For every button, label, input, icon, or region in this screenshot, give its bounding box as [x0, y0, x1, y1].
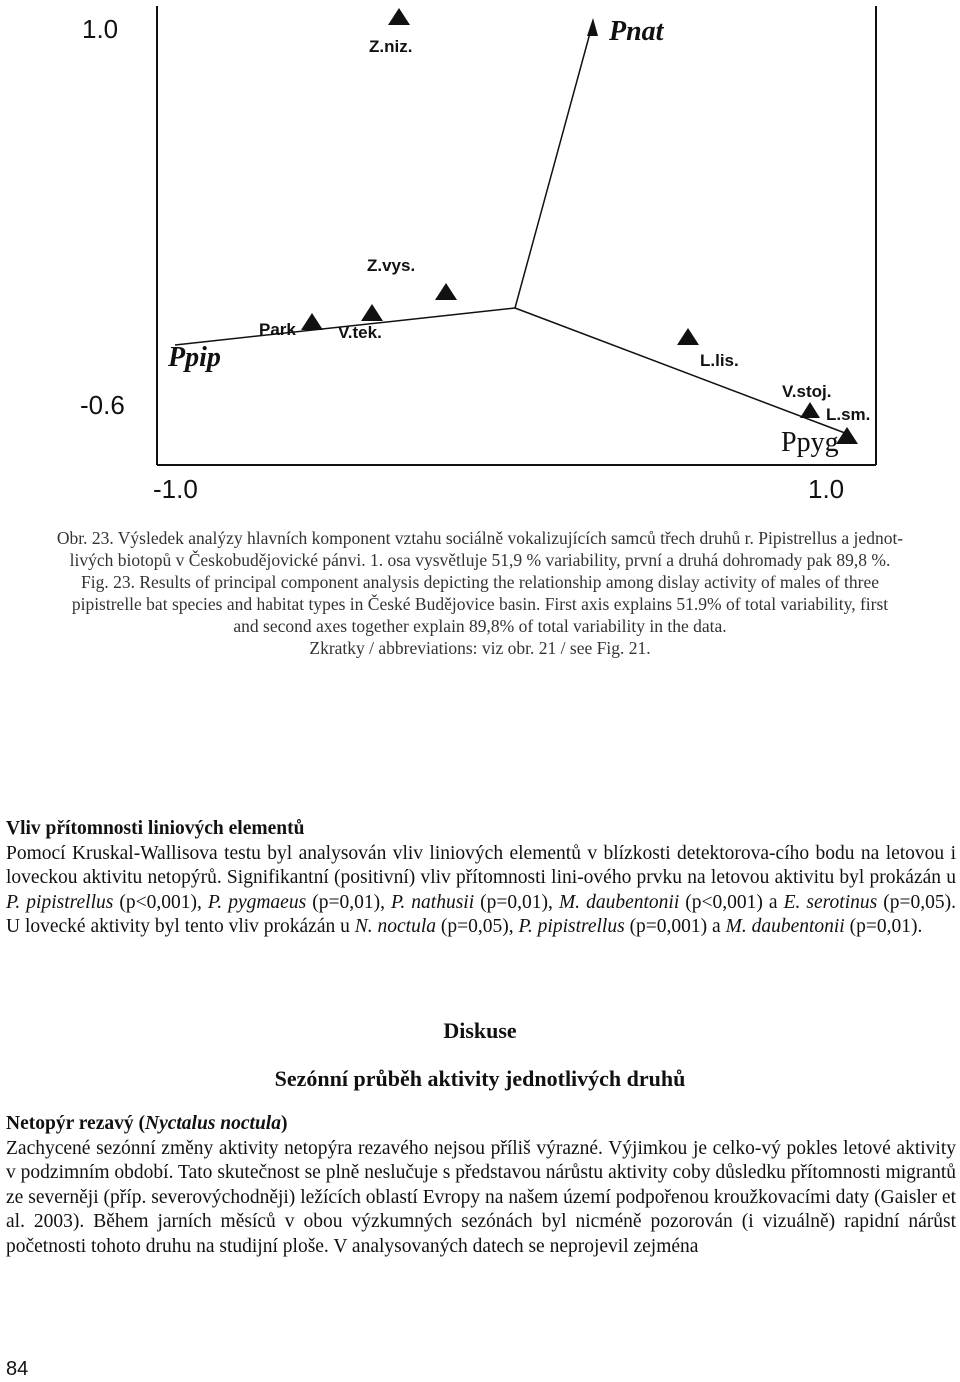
- heading-text: ): [280, 1113, 288, 1134]
- species-name: E. serotinus: [783, 891, 878, 913]
- species-label-pnat: Pnat: [609, 16, 664, 47]
- text-run: Pomocí Kruskal-Wallisova testu byl analysován vliv liniových elementů v blízkosti detektorova-cího bodu na letovou i loveckou aktivitu netopýrů. Signifikantní (positivní) vliv přítomnosti lini-ového prvku na letovou aktivitu byl prokázán u: [6, 842, 956, 888]
- site-marker-park: [301, 313, 323, 330]
- species-label-ppip: Ppip: [168, 342, 221, 373]
- ppyg-vector: [515, 308, 845, 433]
- x-axis-left-label: -1.0: [153, 474, 198, 504]
- site-label-z-niz: Z.niz.: [369, 37, 413, 56]
- text-run: (p<0,001) a: [679, 891, 784, 913]
- text-run: (p=0,05),: [436, 916, 519, 937]
- sezonni-heading: Sezónní průběh aktivity jednotlivých druhů: [274, 1066, 686, 1091]
- site-label-v-tek: V.tek.: [338, 323, 382, 342]
- site-label-park: Park: [259, 320, 296, 339]
- section-heading: Vliv přítomnosti liniových elementů: [6, 818, 305, 839]
- heading-text: Netopýr rezavý (: [6, 1113, 145, 1134]
- species-name: Nyctalus noctula: [145, 1113, 281, 1134]
- site-marker-l-sm: [836, 427, 858, 444]
- caption-cz-line-2: livých biotopů v Českobudějovické pánvi. 1. osa vysvětluje 51,9 % variability, první a druhá dohromady pak 89,8 %.: [69, 550, 891, 570]
- pca-biplot: [0, 0, 960, 510]
- section-linear-elements: [6, 817, 956, 940]
- y-axis-top-label: 1.0: [82, 14, 119, 44]
- species-name: P. nathusii: [390, 891, 475, 913]
- site-label-l-lis: L.lis.: [700, 351, 739, 370]
- site-marker-z-niz: [388, 8, 410, 25]
- pnat-vector: [515, 22, 593, 308]
- species-name: M. daubentonii: [558, 891, 680, 913]
- site-marker-v-stoj: [800, 402, 820, 418]
- x-axis-right-label: 1.0: [808, 474, 845, 504]
- text-run: (p=0,01),: [306, 891, 391, 913]
- text-run: (p=0,001) a: [624, 916, 726, 937]
- pnat-arrowhead: [587, 18, 598, 36]
- y-axis-bottom-label: -0.6: [80, 390, 125, 420]
- species-heading: [6, 1112, 956, 1137]
- site-label-l-sm: L.sm.: [826, 405, 871, 424]
- caption-cz-line-1: Obr. 23. Výsledek analýzy hlavních komponent vztahu sociálně vokalizujících samců třech druhů r. Pipistrellus a jednot-: [56, 528, 904, 548]
- text-run: (p=0,05). U lovecké aktivity byl tento vliv prokázán u: [6, 891, 956, 937]
- text-run: (p<0,001),: [113, 891, 208, 913]
- caption-en-line-3: and second axes together explain 89,8% of total variability in the data.: [233, 616, 727, 636]
- section-paragraph: [6, 842, 956, 940]
- caption-en-line-2: pipistrelle bat species and habitat types in České Budějovice basin. First axis explains 51.9% of total variability, first: [71, 594, 889, 614]
- species-name: M. daubentonii: [725, 916, 845, 937]
- site-label-z-vys: Z.vys.: [367, 256, 416, 275]
- text-run: (p=0,01).: [844, 916, 923, 937]
- section-nyctalus-noctula: [6, 1112, 956, 1259]
- figure-caption: [0, 527, 960, 659]
- species-name: N. noctula: [354, 916, 436, 937]
- text-run: (p=0,01),: [474, 891, 559, 913]
- site-label-v-stoj: V.stoj.: [782, 382, 832, 401]
- caption-abbreviations: Zkratky / abbreviations: viz obr. 21 / see Fig. 21.: [309, 638, 651, 658]
- species-label-ppyg: Ppyg: [781, 427, 839, 458]
- species-name: P. pipistrellus: [6, 891, 114, 913]
- diskuse-heading: Diskuse: [443, 1018, 517, 1043]
- section-paragraph: Zachycené sezónní změny aktivity netopýra rezavého nejsou příliš výrazné. Výjimkou je celko-vý pokles letové aktivity v podzimním období. Tato skutečnost se plně neslučuje s představou nárůstu aktivity coby důsledku přítomnosti migrantů ze severněji (příp. severovýchodněji) ležících oblastí Evropy na našem území podpořenou kroužkovacími daty (Gaisler et al. 2003). Během jarních měsíců v obou výzkumných sezónách byl nicméně pozorován (i vizuálně) rapidní nárůst početnosti tohoto druhu na studijní ploše. V analysovaných datech se neprojevil zejména: [6, 1137, 956, 1257]
- species-name: P. pipistrellus: [518, 916, 625, 937]
- site-marker-v-tek: [361, 304, 383, 321]
- site-marker-l-lis: [677, 328, 699, 345]
- species-name: P. pygmaeus: [207, 891, 307, 913]
- caption-en-line-1: Fig. 23. Results of principal component analysis depicting the relationship among dislay activity of males of three: [80, 572, 880, 592]
- site-marker-z-vys: [435, 283, 457, 300]
- page-number: 84: [6, 1358, 29, 1380]
